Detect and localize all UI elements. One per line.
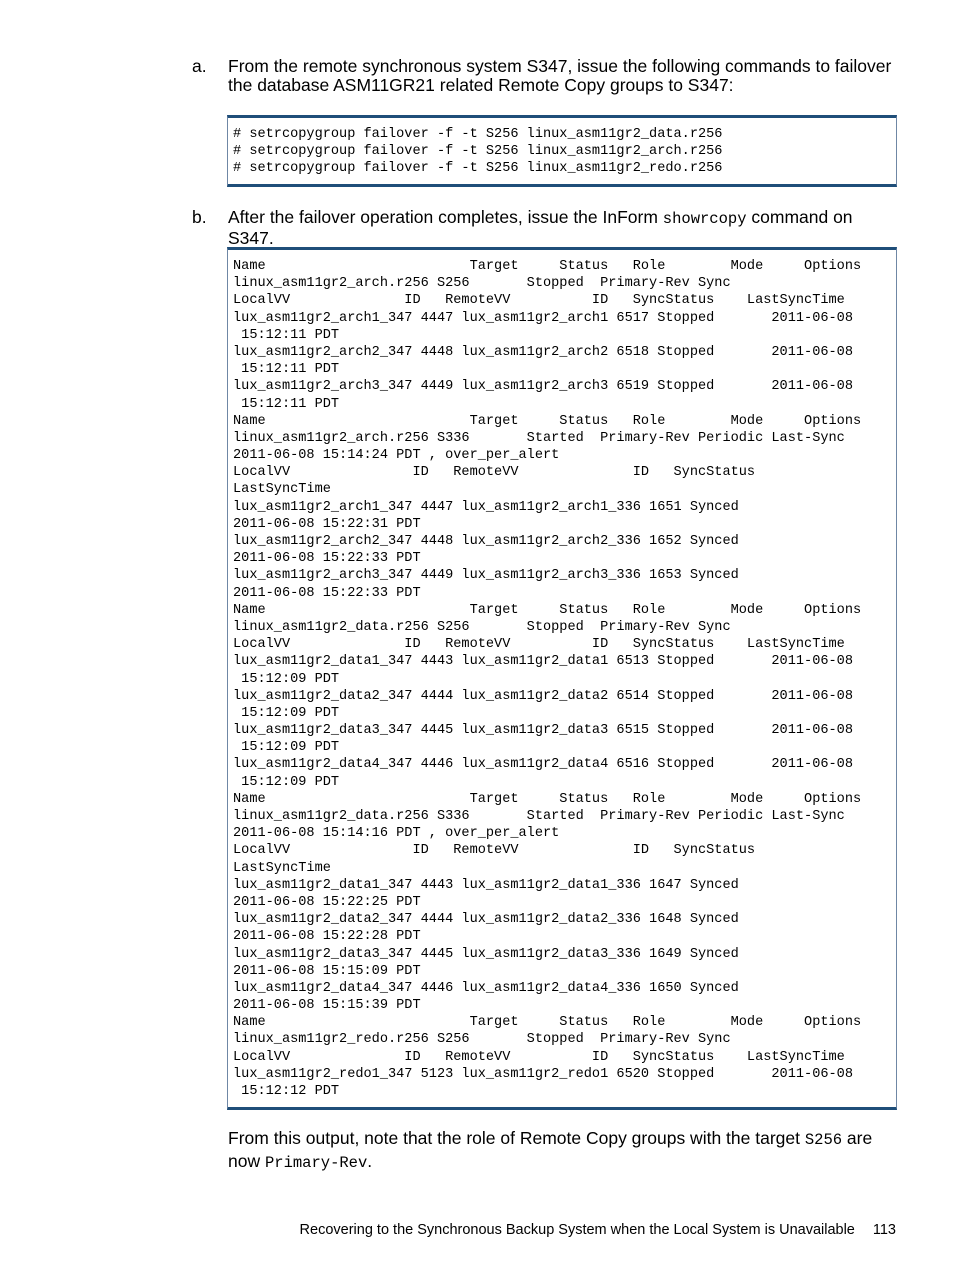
note-text-after: . (367, 1151, 373, 1171)
code-line: 2011-06-08 15:15:39 PDT (233, 998, 421, 1014)
code-line: # setrcopygroup failover -f -t S256 linux_asm11gr2_data.r256 (233, 127, 723, 142)
code-line: lux_asm11gr2_arch3_347 4449 lux_asm11gr2_arch3 6519 Stopped 2011-06-08 (233, 379, 853, 395)
code-lines (228, 118, 896, 178)
note-paragraph (228, 1128, 898, 1174)
code-line: linux_asm11gr2_data.r256 S256 Stopped Primary-Rev Sync (233, 619, 731, 635)
code-line: 2011-06-08 15:14:16 PDT , over_per_alert (233, 826, 560, 842)
step-b-text-before: After the failover operation completes, issue the InForm (228, 207, 663, 227)
code-line: 15:12:11 PDT (233, 362, 340, 378)
page-number: 113 (872, 1222, 896, 1238)
code-line: lux_asm11gr2_data4_347 4446 lux_asm11gr2_data4 6516 Stopped 2011-06-08 (233, 757, 853, 773)
code-line: lux_asm11gr2_arch1_347 4447 lux_asm11gr2_arch1 6517 Stopped 2011-06-08 (233, 310, 853, 326)
code-line: 15:12:11 PDT (233, 327, 340, 343)
code-line: LastSyncTime (233, 860, 331, 876)
step-a-text: From the remote synchronous system S347, issue the following commands to failover the database ASM11GR21 related Remote Copy groups to S347: (228, 56, 892, 95)
step-b-command: showrcopy (662, 210, 747, 228)
code-line: LocalVV ID RemoteVV ID SyncStatus (233, 843, 756, 859)
code-line: Name Target Status Role Mode Options (233, 413, 862, 429)
code-line: 2011-06-08 15:22:33 PDT (233, 551, 421, 567)
code-line: lux_asm11gr2_arch2_347 4448 lux_asm11gr2_arch2 6518 Stopped 2011-06-08 (233, 344, 853, 360)
footer-title: Recovering to the Synchronous Backup System when the Local System is Unavailable (299, 1222, 855, 1238)
code-line: lux_asm11gr2_data3_347 4445 lux_asm11gr2_data3 6515 Stopped 2011-06-08 (233, 723, 853, 739)
code-line: 2011-06-08 15:22:25 PDT (233, 894, 421, 910)
code-line: lux_asm11gr2_data2_347 4444 lux_asm11gr2_data2_336 1648 Synced (233, 912, 739, 928)
code-lines (228, 250, 896, 1100)
code-line: lux_asm11gr2_data1_347 4443 lux_asm11gr2_data1 6513 Stopped 2011-06-08 (233, 654, 853, 670)
code-line: 15:12:11 PDT (233, 396, 340, 412)
code-line: 15:12:09 PDT (233, 671, 340, 687)
code-line: 15:12:09 PDT (233, 740, 340, 756)
code-line: Name Target Status Role Mode Options (233, 602, 862, 618)
code-line: LocalVV ID RemoteVV ID SyncStatus LastSyncTime (233, 1049, 845, 1065)
code-line: 2011-06-08 15:22:31 PDT (233, 516, 421, 532)
code-line: lux_asm11gr2_data2_347 4444 lux_asm11gr2_data2 6514 Stopped 2011-06-08 (233, 688, 853, 704)
code-line: lux_asm11gr2_data1_347 4443 lux_asm11gr2_data1_336 1647 Synced (233, 877, 739, 893)
code-line: LocalVV ID RemoteVV ID SyncStatus (233, 465, 756, 481)
code-line: 15:12:09 PDT (233, 774, 340, 790)
code-line: Name Target Status Role Mode Options (233, 259, 862, 274)
code-block-commands (227, 115, 897, 187)
step-a-marker: a. (192, 56, 207, 76)
code-line: 2011-06-08 15:14:24 PDT , over_per_alert (233, 448, 560, 464)
code-line: linux_asm11gr2_arch.r256 S256 Stopped Primary-Rev Sync (233, 276, 731, 292)
step-b-marker: b. (192, 207, 207, 227)
code-line: Name Target Status Role Mode Options (233, 1015, 862, 1031)
code-line: LocalVV ID RemoteVV ID SyncStatus LastSyncTime (233, 293, 845, 309)
page-footer (300, 1222, 896, 1238)
step-b-text (228, 208, 897, 248)
code-line: LocalVV ID RemoteVV ID SyncStatus LastSyncTime (233, 637, 845, 653)
code-line: lux_asm11gr2_data4_347 4446 lux_asm11gr2_data4_336 1650 Synced (233, 980, 739, 996)
step-b-text-after: command on S347. (228, 207, 853, 248)
code-line: lux_asm11gr2_arch1_347 4447 lux_asm11gr2_arch1_336 1651 Synced (233, 499, 739, 515)
code-line: 2011-06-08 15:15:09 PDT (233, 963, 421, 979)
code-line: lux_asm11gr2_redo1_347 5123 lux_asm11gr2_redo1 6520 Stopped 2011-06-08 (233, 1066, 853, 1082)
code-line: LastSyncTime (233, 482, 331, 498)
code-line: linux_asm11gr2_data.r256 S336 Started Primary-Rev Periodic Last-Sync (233, 809, 845, 824)
code-line: Name Target Status Role Mode Options (233, 791, 862, 807)
code-line: lux_asm11gr2_arch2_347 4448 lux_asm11gr2_arch2_336 1652 Synced (233, 534, 739, 549)
code-line: 15:12:09 PDT (233, 705, 340, 721)
code-line: linux_asm11gr2_redo.r256 S256 Stopped Primary-Rev Sync (233, 1032, 731, 1048)
code-line: 2011-06-08 15:22:33 PDT (233, 585, 421, 601)
code-line: 2011-06-08 15:22:28 PDT (233, 929, 421, 945)
code-line: # setrcopygroup failover -f -t S256 linux_asm11gr2_redo.r256 (233, 161, 723, 177)
code-line: 15:12:12 PDT (233, 1084, 340, 1099)
code-line: lux_asm11gr2_arch3_347 4449 lux_asm11gr2_arch3_336 1653 Synced (233, 568, 739, 584)
code-block-output (227, 247, 897, 1110)
code-line: # setrcopygroup failover -f -t S256 linux_asm11gr2_arch.r256 (233, 144, 723, 160)
code-line: lux_asm11gr2_data3_347 4445 lux_asm11gr2_data3_336 1649 Synced (233, 946, 739, 962)
note-role: Primary-Rev (264, 1154, 368, 1172)
code-line: linux_asm11gr2_arch.r256 S336 Started Primary-Rev Periodic Last-Sync (233, 430, 845, 446)
note-text-before: From this output, note that the role of Remote Copy groups with the target (228, 1128, 805, 1148)
note-target: S256 (804, 1131, 843, 1149)
note-text-middle: are now (228, 1128, 873, 1171)
